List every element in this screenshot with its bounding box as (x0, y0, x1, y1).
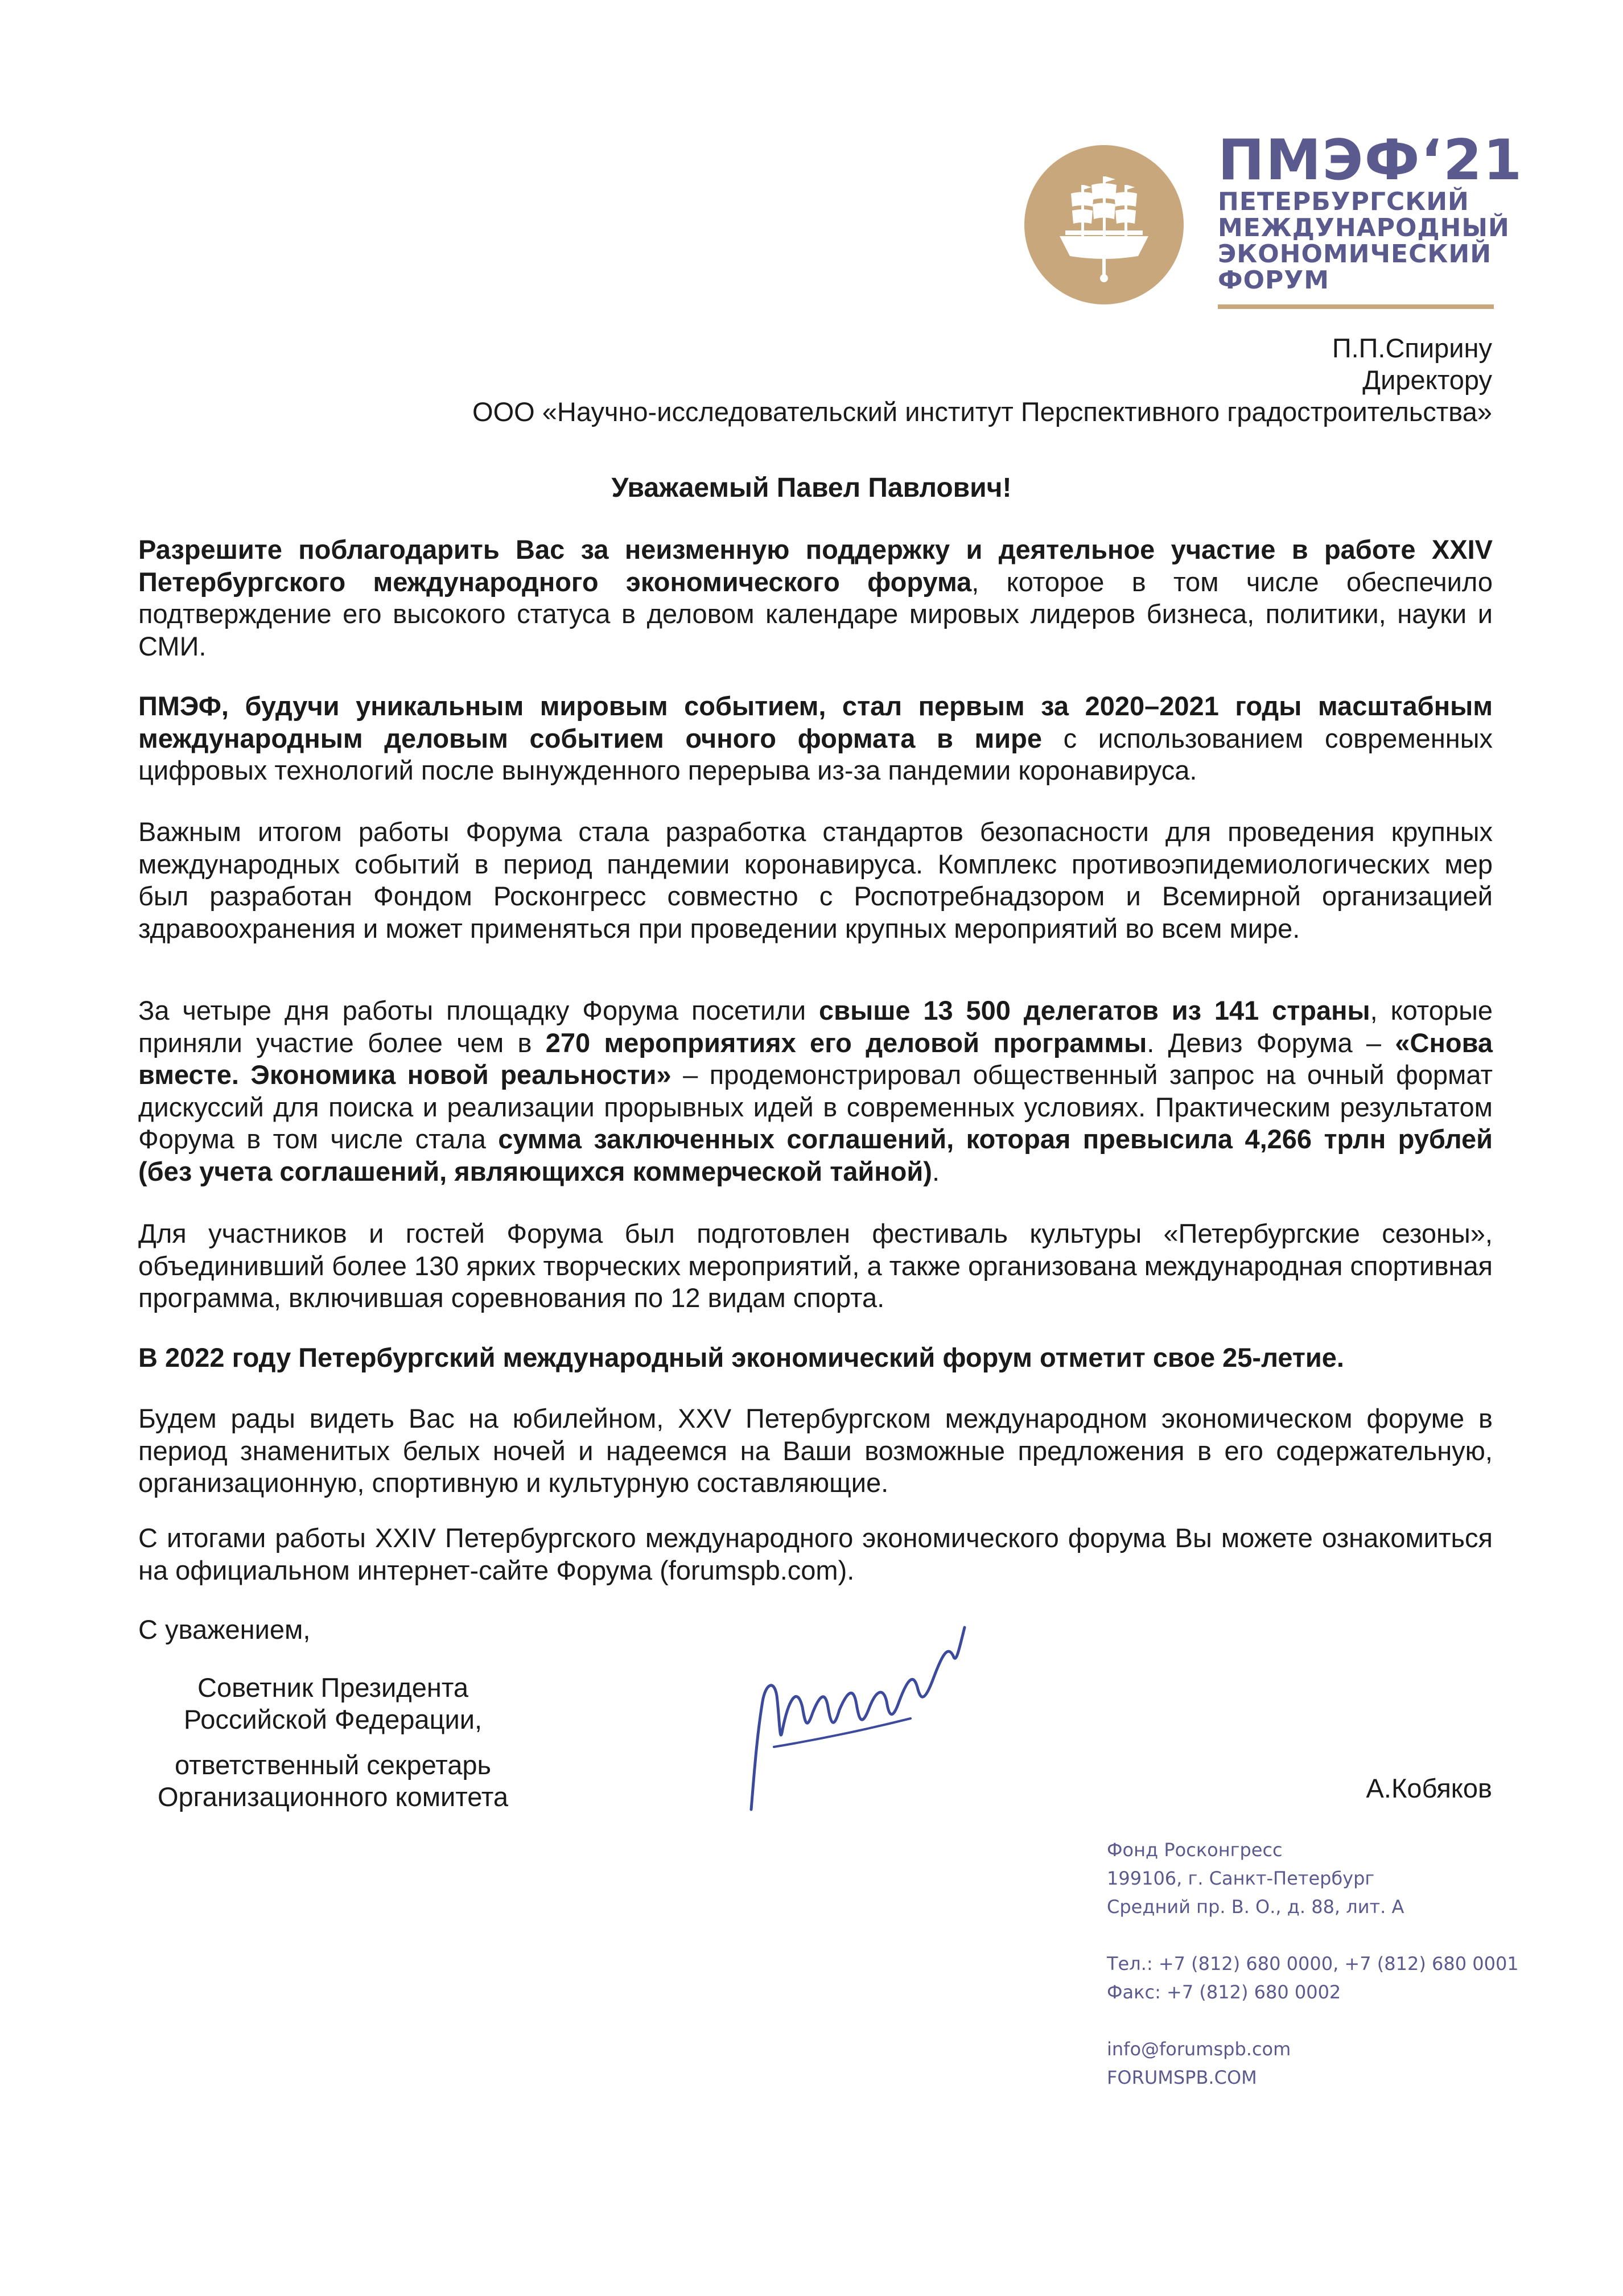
addressee-block (472, 332, 1492, 428)
footer-email: info@forumspb.com (1107, 2038, 1291, 2060)
paragraph-2-bold: ПМЭФ, будучи уникальным мировым событием, стал первым за 2020–2021 годы масштабным международным деловым событием очного формата в мире (138, 691, 1493, 753)
footer-contacts (1107, 1836, 1519, 2092)
addressee-org: ООО «Научно-исследовательский институт Перспективного градостроительства» (472, 397, 1492, 427)
logo-line-1: ПЕТЕРБУРГСКИЙ (1218, 187, 1469, 216)
paragraph-4-text-1: За четыре дня работы площадку Форума посетили (138, 995, 819, 1025)
position-line-2: Российской Федерации, (183, 1704, 483, 1734)
paragraph-4-bold-4: сумма заключенных соглашений, которая превысила 4,266 трлн рублей (без учета соглашений, являющихся коммерческой тайной) (138, 1124, 1493, 1186)
ship-emblem-icon (1024, 145, 1184, 304)
footer-address-1: 199106, г. Санкт-Петербург (1107, 1868, 1375, 1889)
paragraph-3: Важным итогом работы Форума стала разработка стандартов безопасности для проведения крупных международных событий в период пандемии коронавируса. Комплекс противоэпидемиологических мер был разработан Фондом Росконгресс совместно с Роспотребнадзором и Всемирной организацией здравоохранения и может применяться при проведении крупных мероприятий во всем мире. (138, 817, 1493, 943)
paragraph-5: Для участников и гостей Форума был подготовлен фестиваль культуры «Петербургские сезоны», объединивший более 130 ярких творческих мероприятий, а также организована международная спортивная программа, включившая соревнования по 12 видам спорта. (138, 1218, 1493, 1313)
footer-address-2: Средний пр. В. О., д. 88, лит. А (1107, 1896, 1404, 1918)
paragraph-8: С итогами работы XXIV Петербургского международного экономического форума Вы можете ознакомиться на официальном интернет-сайте Форума (forumspb.com). (138, 1523, 1493, 1585)
addressee-name: П.П.Спирину (1332, 333, 1492, 363)
paragraph-1 (138, 534, 1493, 662)
paragraph-4-text-4: – продемонстрировал общественный запрос на очный формат дискуссий для поиска и реализации прорывных идей в современных условиях. Практическим результатом Форума в том числе стала (138, 1060, 1493, 1154)
signatory-position (137, 1672, 529, 1813)
salutation: Уважаемый Павел Павлович! (611, 473, 1012, 503)
paragraph-4 (138, 995, 1493, 1188)
closing-phrase: С уважением, (138, 1614, 311, 1644)
forum-logo (1218, 128, 1523, 295)
paragraph-4-text-3: . Девиз Форума – (1147, 1027, 1395, 1058)
logo-line-2: МЕЖДУНАРОДНЫЙ (1218, 213, 1510, 242)
logo-line-3: ЭКОНОМИЧЕСКИЙ (1218, 240, 1492, 269)
logo-line-4: ФОРУМ (1218, 266, 1329, 295)
footer-phone: Тел.: +7 (812) 680 0000, +7 (812) 680 0001 (1107, 1953, 1519, 1975)
footer-fax: Факс: +7 (812) 680 0002 (1107, 1981, 1341, 2003)
logo-title: ПМЭФ‘21 (1218, 128, 1523, 193)
paragraph-2 (138, 690, 1493, 787)
footer-site: FORUMSPB.COM (1107, 2067, 1257, 2088)
paragraph-1-bold: Разрешите поблагодарить Вас за неизменную поддержку и деятельное участие в работе XXIV Петербургского международного экономического форума (138, 534, 1493, 597)
position-line-1: Советник Президента (197, 1672, 468, 1703)
logo-divider (1218, 304, 1494, 309)
addressee-title: Директору (1362, 365, 1492, 395)
paragraph-4-text-5: . (932, 1156, 940, 1186)
footer-org: Фонд Росконгресс (1107, 1839, 1283, 1861)
position-line-3: ответственный секретарь (175, 1750, 491, 1780)
paragraph-2-text: с использованием современных цифровых технологий после вынужденного перерыва из-за пандемии коронавируса. (138, 723, 1493, 785)
paragraph-4-bold-1: свыше 13 500 делегатов из 141 страны (819, 995, 1370, 1025)
paragraph-7: Будем рады видеть Вас на юбилейном, XXV Петербургском международном экономическом форуме в период знаменитых белых ночей и надеемся на Ваши возможные предложения в его содержательную, организационную, спортивную и культурную составляющие. (138, 1403, 1493, 1498)
paragraph-4-bold-3: «Снова вместе. Экономика новой реальности» (138, 1027, 1493, 1090)
paragraph-6: В 2022 году Петербургский международный экономический форум отметит свое 25-летие. (138, 1342, 1344, 1372)
paragraph-1-text: , которое в том числе обеспечило подтверждение его высокого статуса в деловом календаре мировых лидеров бизнеса, политики, науки и СМИ. (138, 566, 1493, 661)
paragraph-4-text-2: , которые приняли участие более чем в (138, 995, 1493, 1058)
handwritten-signature (740, 1616, 979, 1821)
paragraph-4-bold-2: 270 мероприятиях его деловой программы (545, 1027, 1147, 1058)
position-line-4: Организационного комитета (157, 1782, 509, 1812)
signatory-name: А.Кобяков (1366, 1773, 1492, 1803)
